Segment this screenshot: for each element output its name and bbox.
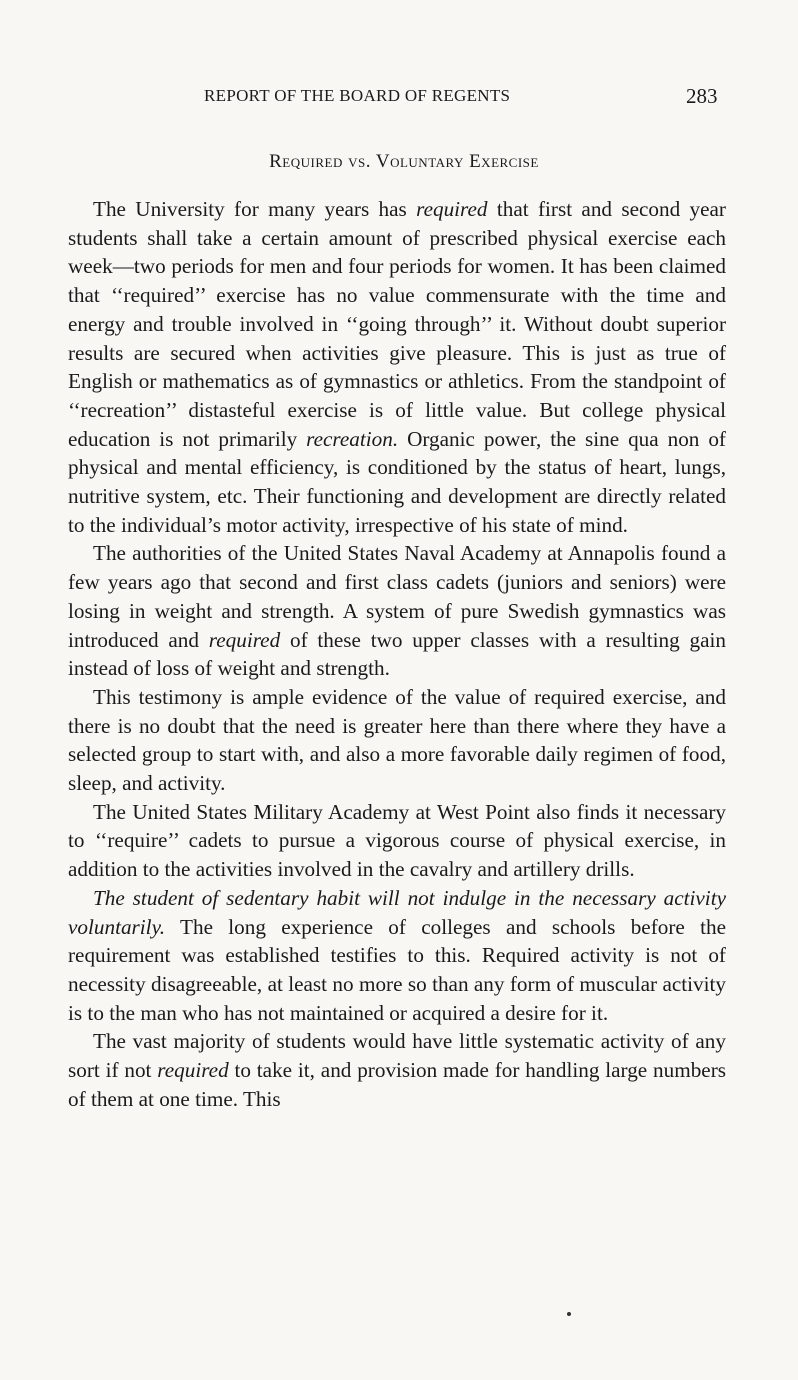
paragraph-2 bbox=[68, 539, 726, 683]
paragraph-6-text-a: The vast majority of students would have little systematic activity of any sort if not bbox=[68, 1029, 726, 1083]
paragraph-1-text-b: that first and second year students shall take a certain amount of prescribed physical exercise each week—two periods for men and four periods for women. It has been claimed that ‘‘required’’ exercise has no value commensurate with the time and energy and trouble involved in ‘‘going through’’ it. Without doubt superior results are secured when activities give pleasure. This is just as true of English or mathematics as of gymnastics or athletics. From the standpoint of ‘‘recreation’’ distasteful exercise is of little value. But college physical education is not primarily bbox=[68, 197, 726, 451]
running-title: REPORT OF THE BOARD OF REGENTS bbox=[204, 86, 511, 105]
paragraph-4-text: The United States Military Academy at West Point also finds it necessary to ‘‘require’’ cadets to pursue a vigorous course of physical exercise, in addition to the activities involved in the cavalry and artillery drills. bbox=[68, 799, 726, 882]
paragraph-2-text-a: The authorities of the United States Naval Academy at Annapolis found a few years ago that second and first class cadets (juniors and seniors) were losing in weight and strength. A system of pure Swedish gymnastics was introduced and bbox=[68, 541, 726, 652]
paragraph-1-italic-1: required bbox=[416, 197, 488, 221]
paragraph-1-text-a: The University for many years has bbox=[93, 197, 417, 221]
page-number: 283 bbox=[686, 84, 718, 108]
paragraph-5-italic-1: The student of sedentary habit will not indulge in the necessary activity voluntarily. bbox=[68, 885, 726, 939]
paragraph-1 bbox=[68, 195, 726, 539]
paragraph-6-italic-1: required bbox=[157, 1058, 229, 1083]
paragraph-5-text-a: The long experience of colleges and schools before the requirement was established testifies to this. Required activity is not of necessity disagreeable, at least no more so than any form of muscular activity is to the man who has not maintained or acquired a desire for it. bbox=[68, 914, 726, 1025]
paragraph-1-italic-2: recreation. bbox=[306, 426, 399, 451]
paragraph-3-text: This testimony is ample evidence of the value of required exercise, and there is no doubt that the need is greater here than there where they have a selected group to start with, and also a more favorable daily regimen of food, sleep, and activity. bbox=[68, 684, 726, 796]
paragraph-5 bbox=[68, 884, 726, 1028]
paragraph-1-text-c: Organic power, the sine qua non of physical and mental efficiency, is conditioned by the status of heart, lungs, nutritive system, etc. Their functioning and development are directly related to the individual’s motor activity, irrespective of his state of mind. bbox=[68, 426, 726, 537]
paragraph-6 bbox=[68, 1027, 726, 1113]
paragraph-2-text-b: of these two upper classes with a resulting gain instead of loss of weight and strength. bbox=[68, 627, 726, 681]
section-heading: Required vs. Voluntary Exercise bbox=[269, 151, 539, 172]
paragraph-2-italic-1: required bbox=[208, 627, 281, 652]
running-head bbox=[0, 84, 798, 112]
ink-speck bbox=[567, 1312, 571, 1316]
body-text bbox=[68, 195, 726, 1114]
paragraph-3 bbox=[68, 683, 726, 798]
paragraph-4 bbox=[68, 798, 726, 884]
paragraph-6-text-b: to take it, and provision made for handling large numbers of them at one time. This bbox=[68, 1058, 726, 1111]
